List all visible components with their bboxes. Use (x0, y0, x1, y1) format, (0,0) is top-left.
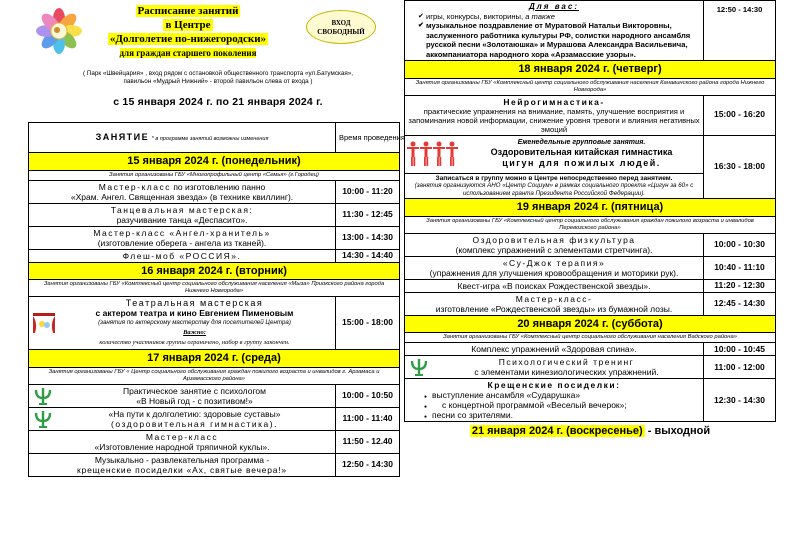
event-time: 13:00 - 14:30 (336, 226, 400, 249)
day-header-15: 15 января 2024 г. (понедельник) (29, 153, 400, 171)
table-row (29, 453, 400, 476)
event-time: 14:30 - 14:40 (336, 249, 400, 262)
psi-icon (33, 409, 53, 429)
table-row (405, 379, 776, 422)
title-line-2: в Центре (165, 19, 211, 31)
header (28, 0, 400, 122)
table-row (29, 430, 400, 453)
event-time: 12:45 - 14:30 (704, 292, 776, 315)
psi-icon (409, 357, 429, 377)
event-cell: Театральная мастерская с актером театра и кино Евгением Пименовым (занятия по актерскому мастерству для посетителей Центра) Важно: количество участников группы ограничено, набор в группу закончен. (29, 297, 336, 350)
event-time: 10:00 - 10:30 (704, 233, 776, 256)
day-header-18: 18 января 2024 г. (четверг) (405, 61, 776, 79)
gymnastics-people-icon (407, 140, 459, 168)
event-cell: Еженедельные групповые занятия. Оздоровительная китайская гимнастика цигун для пожилых людей. (405, 135, 704, 173)
table-row (405, 356, 776, 379)
org-row-16: Занятия организованы ГБУ «Комплексный центр социального обслуживания населения «Мыза» Приокского района города Нижнего Новгорода» (29, 280, 400, 297)
for-you-row (405, 1, 776, 61)
table-row (405, 343, 776, 356)
event-time: 12:50 - 14:30 (336, 453, 400, 476)
event-cell: Комплекс упражнений «Здоровая спина». (405, 343, 704, 356)
event-note-cell: Записаться в группу можно в Центре непосредственно перед занятием. (занятия организуются АНО «Центр Социум» в рамках социального проекта «Цигун за 60» с использованием гранта Президента Российской Федерации). (405, 173, 704, 199)
concert-list (408, 390, 700, 420)
event-cell: Мастер-класс по изготовлению панно «Храм. Ангел. Священная звезда» (в технике квиллинг). (29, 180, 336, 203)
list-item: ● песни со зрителями. (424, 410, 700, 420)
table-row (405, 279, 776, 292)
event-time: 11:30 - 12:45 (336, 203, 400, 226)
day-header-16: 16 января 2024 г. (вторник) (29, 262, 400, 280)
address-line-1: ( Парк «Швейцария» , вход рядом с остановкой общественного транспорта «ул.Батумская», (82, 70, 354, 77)
event-cell: Мастер-класс «Ангел-хранитель» (изготовление оберега - ангела из тканей). (29, 226, 336, 249)
event-cell: Мастер-класс- изготовление «Рождественской звезды» из бумажной лозы. (405, 292, 704, 315)
event-cell: Крещенские посиделки: ● выступление ансамбля «Сударушка» ● с концертной программой «Веселый вечерок»; ● песни со зрителями. (405, 379, 704, 422)
event-time: 10:00 - 10:50 (336, 384, 400, 407)
event-time: 10:00 - 10:45 (704, 343, 776, 356)
left-column (28, 0, 405, 477)
badge-line-2: СВОБОДНЫЙ (317, 28, 365, 36)
event-cell: «На пути к долголетию: здоровые суставы» (оздоровительная гимнастика). (29, 407, 336, 430)
event-time: 11:50 - 12.40 (336, 430, 400, 453)
table-row (405, 256, 776, 279)
schedule-table-right (404, 0, 776, 422)
event-cell: «Су-Джок терапия» (упражнения для улучшения кровообращения и моторики рук). (405, 256, 704, 279)
psi-icon (33, 386, 53, 406)
event-time: 15:00 - 16:20 (704, 95, 776, 135)
event-time: 11:00 - 11:40 (336, 407, 400, 430)
theatre-curtain-icon (32, 311, 56, 335)
list-item-continued: ● с концертной программой «Веселый вечерок»; (424, 400, 700, 410)
table-row (29, 180, 400, 203)
table-row (405, 233, 776, 256)
event-cell: Флеш-моб «РОССИЯ». (29, 249, 336, 262)
table-row (29, 249, 400, 262)
table-row (29, 226, 400, 249)
header-time: Время проведения (336, 123, 400, 153)
list-item: ✔ музыкальное поздравление от Муратовой Натальи Викторовны, заслуженного работника культуры РФ, солистки народного ансамбля русской песни «Золотаюшка» и Мурашова Александра Васильевича, аккомпаниатора народного хора «Арзамасские узоры». (418, 21, 700, 59)
event-cell: Танцевальная мастерская: разучивание танца «Деспасито». (29, 203, 336, 226)
event-cell: Психологический тренинг с элементами кинезиологических упражнений. (405, 356, 704, 379)
org-row-20: Занятия организованы ГБУ «Комплексный центр социального обслуживания населения Вадского района» (405, 333, 776, 343)
event-time: 15:00 - 18:00 (336, 297, 400, 350)
table-row (29, 297, 400, 350)
event-time: 12:30 - 14:30 (704, 379, 776, 422)
list-item: ● выступление ансамбля «Сударушка» (424, 390, 700, 400)
title-line-3: «Долголетие по-нижегородски» (109, 33, 267, 45)
title-line-1: Расписание занятий (137, 5, 239, 17)
header-activity: ЗАНЯТИЕ * в программе занятий возможны изменения (29, 123, 336, 153)
right-column (404, 0, 776, 438)
table-row (29, 384, 400, 407)
org-row-15: Занятия организованы ГБУ «Многопрофильный центр «Семья» (г.Городец) (29, 170, 400, 180)
for-you-list (408, 12, 700, 60)
event-cell: Мастер-класс «Изготовление народной тряпичной куклы». (29, 430, 336, 453)
org-row-17: Занятия организованы ГБУ « Центр социального обслуживания граждан пожилого возраста и инвалидов г. Арзамаса и Арзамасского района» (29, 367, 400, 384)
event-cell: Нейрогимнастика- практические упражнения на внимание, память, улучшение восприятия и запоминания новой информации, снижение уровня тревоги и влияния негативных эмоций (405, 95, 704, 135)
flower-logo-icon (34, 6, 84, 56)
schedule-table-left (28, 122, 405, 477)
changes-note: * в программе занятий возможны изменения (151, 136, 269, 143)
table-row (29, 407, 400, 430)
event-cell: Квест-игра «В поисках Рождественской звезды». (405, 279, 704, 292)
date-range: с 15 января 2024 г. по 21 января 2024 г. (113, 96, 323, 108)
event-time: 11:00 - 12:00 (704, 356, 776, 379)
list-item: ✔ игры, конкурсы, викторины, а также (418, 12, 700, 22)
event-time: 10:40 - 11:10 (704, 256, 776, 279)
org-row-19: Занятия организованы ГБУ «Комплексный центр социального обслуживания граждан пожилого возраста и инвалидов Перевозского района» (405, 216, 776, 233)
table-row (405, 135, 776, 173)
address (48, 70, 388, 86)
day-header-20: 20 января 2024 г. (суббота) (405, 315, 776, 333)
day-header-17: 17 января 2024 г. (среда) (29, 350, 400, 368)
event-time: 10:00 - 11:20 (336, 180, 400, 203)
day-header-19: 19 января 2024 г. (пятница) (405, 199, 776, 217)
table-row (405, 95, 776, 135)
title-line-4: для граждан старшего поколения (119, 48, 257, 58)
header-title (88, 4, 288, 58)
table-row (29, 203, 400, 226)
for-you-cell: Для вас: ✔ игры, конкурсы, викторины, а также ✔ музыкальное поздравление от Муратовой Натальи Викторовны, заслуженного работника культуры РФ, солистки народного ансамбля русской песни «Золотаюшка» и Мурашова Александра Васильевича, аккомпаниатора народного хора «Арзамасские узоры». (405, 1, 704, 61)
day-header-21: 21 января 2024 г. (воскресенье) - выходной (471, 425, 711, 438)
event-time: 12:50 - 14:30 (704, 1, 776, 61)
free-entry-badge (306, 10, 376, 44)
event-time: 16:30 - 18:00 (704, 135, 776, 199)
event-cell: Оздоровительная физкультура (комплекс упражнений с элементами стретчинга). (405, 233, 704, 256)
table-row (405, 292, 776, 315)
event-cell: Музыкально - развлекательная программа - крещенские посиделки «Ах, святые вечера!» (29, 453, 336, 476)
event-time: 11:20 - 12:30 (704, 279, 776, 292)
table-header-row (29, 123, 400, 153)
org-row-18: Занятия организованы ГБУ «Комплексный центр социального обслуживания населения Канавинского района города Нижнего Новгорода» (405, 78, 776, 95)
address-line-2: павильон «Мудрый Нижний» - второй павильон слева от входа ) (123, 78, 313, 85)
event-cell: Практическое занятие с психологом «В Новый год - с позитивом!» (29, 384, 336, 407)
badge-line-1: ВХОД (331, 19, 351, 27)
